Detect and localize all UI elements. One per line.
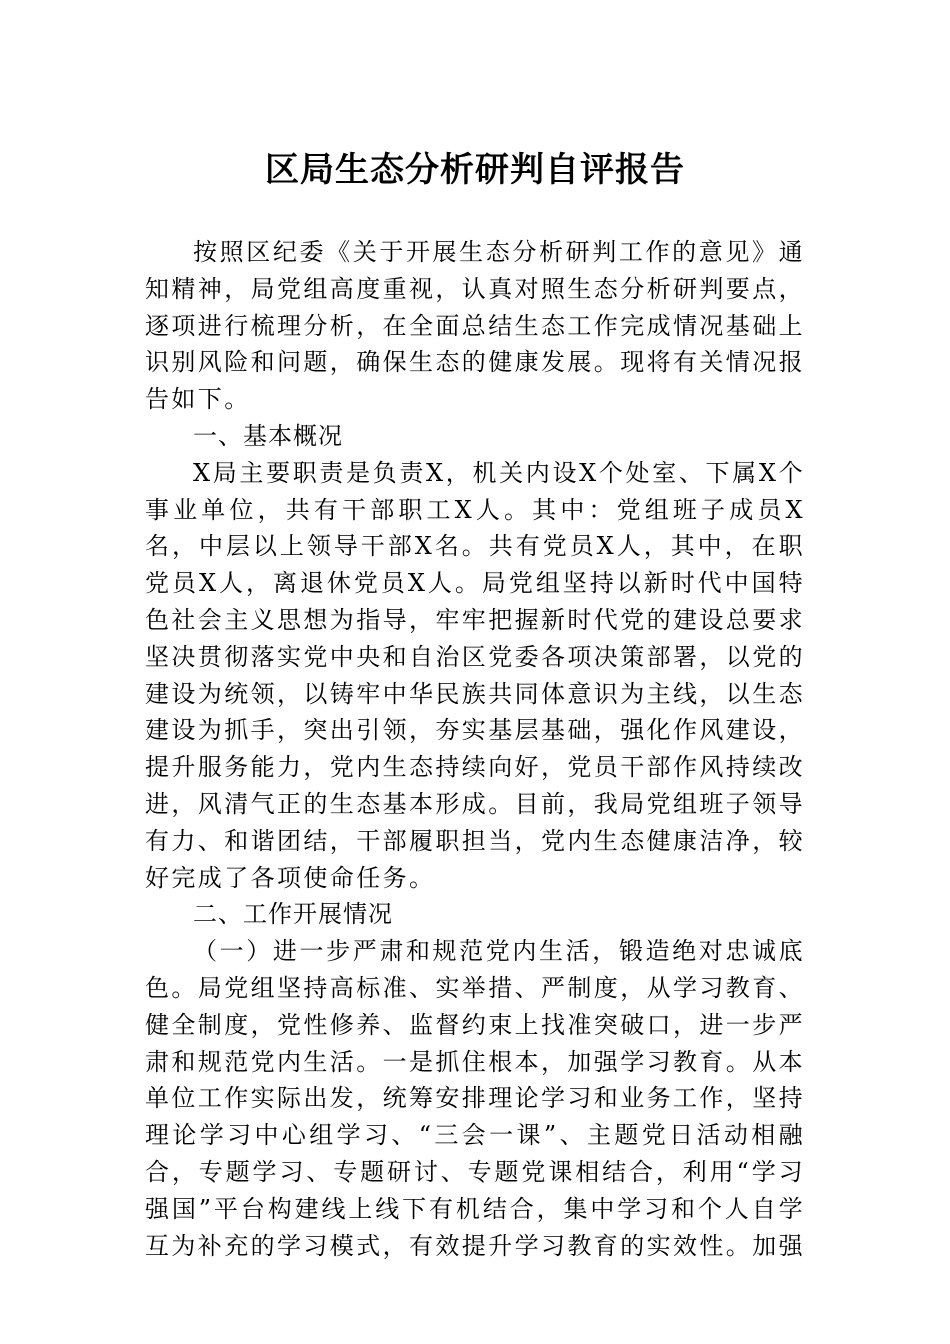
work-progress-paragraph	[145, 933, 805, 1264]
document-page	[145, 150, 805, 1264]
subsection-body: 局党组坚持高标准、实举措、严制度，从学习教育、健全制度，党性修养、监督约束上找准突破口，进一步严肃和规范党内生活。一是抓住根本，加强学习教育。从本单位工作实际出发，统筹安排理论学习和业务工作，坚持理论学习中心组学习、“三会一课”、主题党日活动相融合，专题学习、专题研讨、专题党课相结合，利用“学习强国”平台构建线上线下有机结合，集中学习和个人自学互为补充的学习模式，有效提升学习教育的实效性。加强	[145, 973, 806, 1260]
subsection-lead: （一）进一步严肃和规范党内生活，锻造绝对忠诚底色。	[145, 937, 805, 1002]
section-heading-work-progress: 二、工作开展情况	[193, 900, 393, 929]
basic-overview-paragraph: X局主要职责是负责X，机关内设X个处室、下属X个事业单位，共有干部职工X人。其中：党组班子成员X名，中层以上领导干部X名。共有党员X人，其中，在职党员X人，离退休党员X人。局党组坚持以新时代中国特色社会主义思想为指导，牢牢把握新时代党的建设总要求坚决贯彻落实党中央和自治区党委各项决策部署，以党的建设为统领，以铸牢中华民族共同体意识为主线，以生态建设为抓手，突出引领，夯实基层基础，强化作风建设，提升服务能力，党内生态持续向好，党员干部作风持续改进，风清气正的生态基本形成。目前，我局党组班子领导有力、和谐团结，干部履职担当，党内生态健康洁净，较好完成了各项使命任务。	[145, 458, 805, 892]
document-title: 区局生态分析研判自评报告	[265, 150, 685, 190]
section-heading-basic-overview: 一、基本概况	[193, 421, 343, 450]
intro-paragraph: 按照区纪委《关于开展生态分析研判工作的意见》通知精神，局党组高度重视，认真对照生态分析研判要点，逐项进行梳理分析，在全面总结生态工作完成情况基础上识别风险和问题，确保生态的健康发展。现将有关情况报告如下。	[145, 238, 805, 414]
